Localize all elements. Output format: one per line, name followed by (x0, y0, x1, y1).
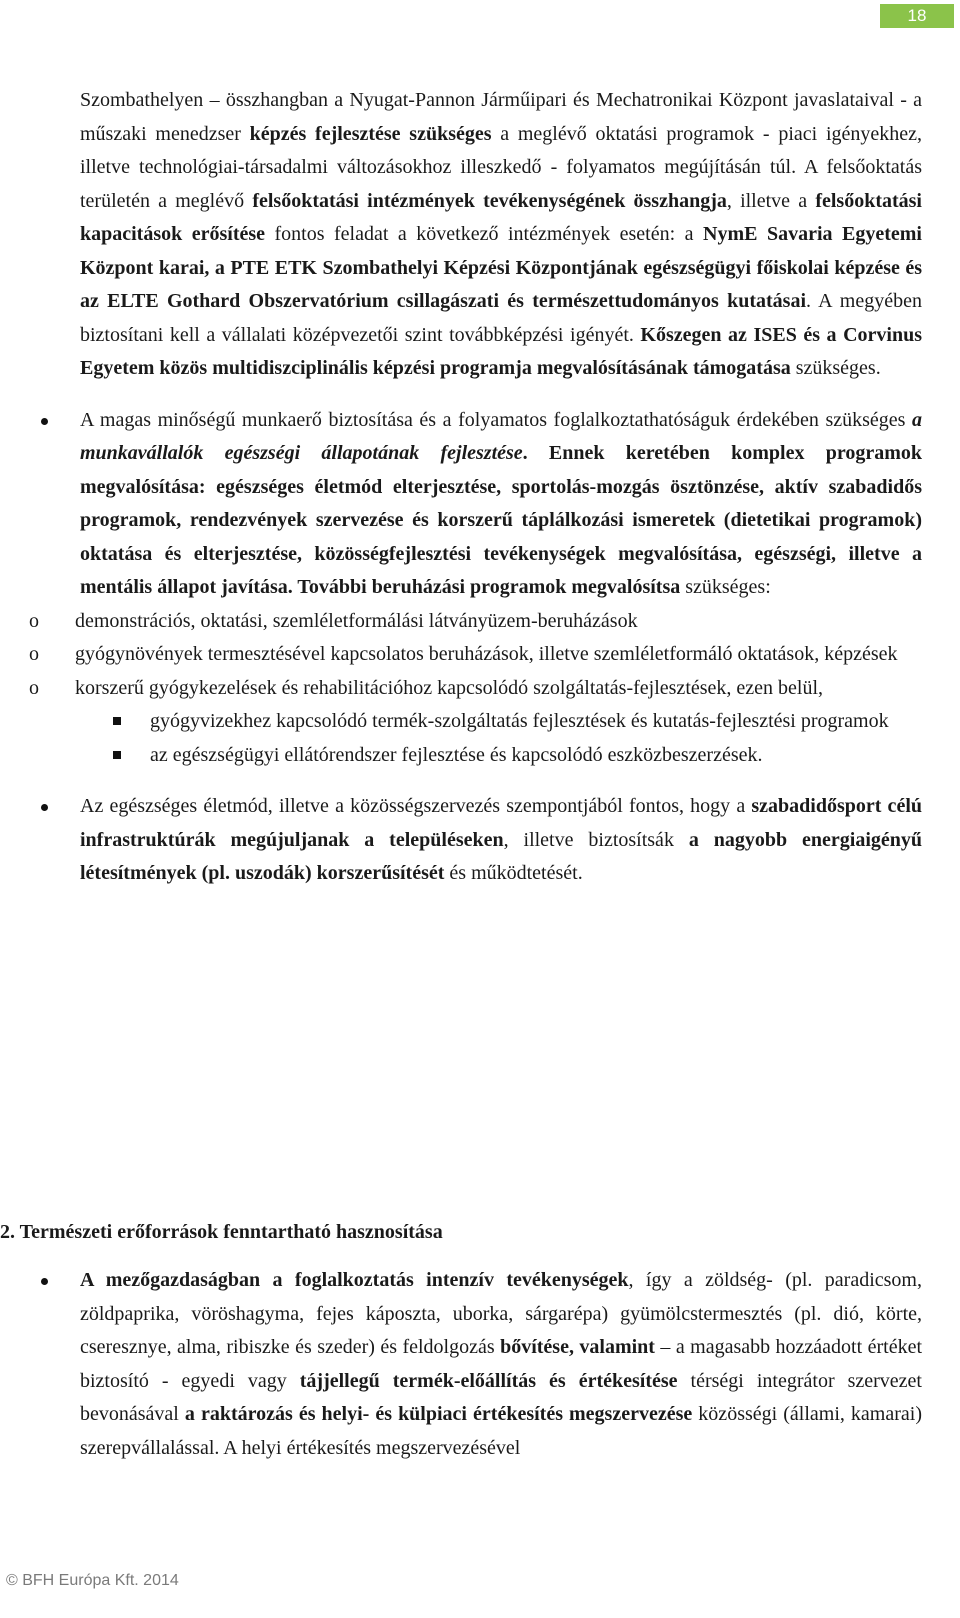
circle-marker: o (29, 643, 39, 665)
text-run: és működtetését. (444, 862, 583, 884)
sublist-item (0, 638, 922, 672)
bullet-dot-icon (41, 418, 48, 425)
text-run: felsőoktatási intézmények tevékenységének összhangja (252, 189, 727, 212)
text-run: a raktározás és helyi- és külpiaci értékesítés megszervezése (184, 1403, 693, 1425)
square-bullet-icon (113, 717, 121, 725)
paragraph-szombathely (80, 84, 922, 386)
footer-copyright: © BFH Európa Kft. 2014 (6, 1572, 179, 1589)
text-run: bővítése, valamint (500, 1336, 655, 1358)
subsublist-item-text: gyógyvizekhez kapcsolódó termék-szolgáltatás fejlesztések és kutatás-fejlesztési programok (150, 710, 889, 732)
section-title: 2. Természeti erőforrások fenntartható hasznosítása (0, 1221, 443, 1243)
text-run: fontos feladat a következő intézmények esetén: a (265, 223, 704, 245)
text-run: térségi integrátor szervezet bevonásával (80, 1369, 922, 1425)
text-run: , illetve a (726, 189, 816, 212)
text-run: . Ennek keretében komplex programok megvalósítása: egészséges életmód elterjesztése, sportolás-mozgás ösztönzése, aktív szabadidős programok, rendezvények szervezése és korszerű táplálkozási ismeretek (dietetikai programok) oktatása és elterjesztése, közösségfejlesztési tevékenységek megvalósítása, egészségi, illetve a mentális állapot javítása. További beruházási programok megvalósítsa (80, 442, 923, 598)
text-run: a meglévő oktatási programok - piaci igényekhez, illetve technológiai-társadalmi változásokhoz illeszkedő - folyamatos megújításán túl. A felsőoktatás területén a meglévő (80, 122, 923, 212)
bullet-dot-icon (41, 804, 48, 811)
text-run: közösségi (állami, kamarai) szerepvállalással. A helyi értékesítés megszervezésével (80, 1403, 922, 1459)
circle-marker: o (29, 676, 39, 699)
text-run: , illetve biztosítsák (503, 828, 689, 851)
health-sublist (0, 605, 922, 773)
bullet-item-agriculture (80, 1264, 922, 1465)
text-run: tájjellegű termék-előállítás és értékesítése (299, 1369, 678, 1392)
bullet-health-text (80, 404, 922, 605)
text-run: – a magasabb hozzáadott értéket biztosító - egyedi vagy (80, 1336, 923, 1392)
text-run: szabadidősport célú infrastruktúrák megújuljanak a településeken (80, 795, 922, 851)
circle-marker: o (29, 609, 39, 632)
document-body (29, 84, 923, 891)
subsublist-item (0, 739, 922, 773)
text-run: szükséges: (680, 576, 771, 598)
bullet-agriculture-text (80, 1264, 922, 1465)
text-run: szükséges. (790, 357, 881, 379)
text-run: felsőoktatási kapacitások erősítése (80, 189, 922, 245)
sublist-item (0, 672, 922, 706)
square-bullet-icon (113, 751, 121, 759)
text-run: Az egészséges életmód, illetve a közösségszervezés szempontjából fontos, hogy a (80, 795, 752, 817)
subsublist-item-text: az egészségügyi ellátórendszer fejlesztése és kapcsolódó eszközbeszerzések. (150, 743, 763, 766)
bullet-item-health (29, 404, 923, 773)
page-number-badge: 18 (880, 4, 954, 28)
sublist-item-text: demonstrációs, oktatási, szemléletformálási látványüzem-beruházások (75, 609, 638, 632)
bullet-sport-text (80, 790, 922, 891)
subsublist-item (0, 705, 922, 739)
text-run: , így a zöldség- (pl. paradicsom, zöldpaprika, vöröshagyma, fejes káposzta, uborka, sárgarépa) gyümölcstermesztés (pl. dió, körte, cseresznye, alma, ribiszke és szeder) és feldolgozás (80, 1269, 922, 1358)
text-run: NymE Savaria Egyetemi Központ karai, a PTE ETK Szombathelyi Képzési Központjának egészségügyi főiskolai képzése és az ELTE Gothard Obszervatórium csillagászati és természettudományos kutatásai (80, 223, 922, 312)
text-run: . A megyében biztosítani kell a vállalati középvezetői szint továbbképzési igényét. (80, 290, 922, 346)
sublist-item-text: korszerű gyógykezelések és rehabilitációhoz kapcsolódó szolgáltatás-fejlesztések, ezen belül, (75, 676, 824, 699)
text-run: a munkavállalók egészségi állapotának fejlesztése (80, 408, 922, 464)
text-run: Szombathelyen – összhangban a Nyugat-Pannon Járműipari és Mechatronikai Központ javaslataival - a műszaki menedzser (80, 89, 922, 145)
text-run: A mezőgazdaságban a foglalkoztatás intenzív tevékenységek (80, 1269, 629, 1291)
sublist-item (0, 605, 922, 639)
text-run: képzés fejlesztése szükséges (249, 122, 492, 145)
bullet-item-sport (80, 790, 922, 891)
section-2-body (80, 1264, 922, 1465)
text-run: a nagyobb energiaigényű létesítmények (pl. uszodák) korszerűsítését (80, 828, 923, 884)
text-run: A magas minőségű munkaerő biztosítása és a folyamatos foglalkoztathatóságuk érdekében szükséges (80, 408, 912, 431)
bullet-dot-icon (41, 1278, 48, 1285)
text-run: Kőszegen az ISES és a Corvinus Egyetem közös multidiszciplinális képzési programja megvalósításának támogatása (80, 323, 922, 379)
sublist-item-text: gyógynövények termesztésével kapcsolatos beruházások, illetve szemléletformáló oktatások, képzések (75, 643, 898, 665)
